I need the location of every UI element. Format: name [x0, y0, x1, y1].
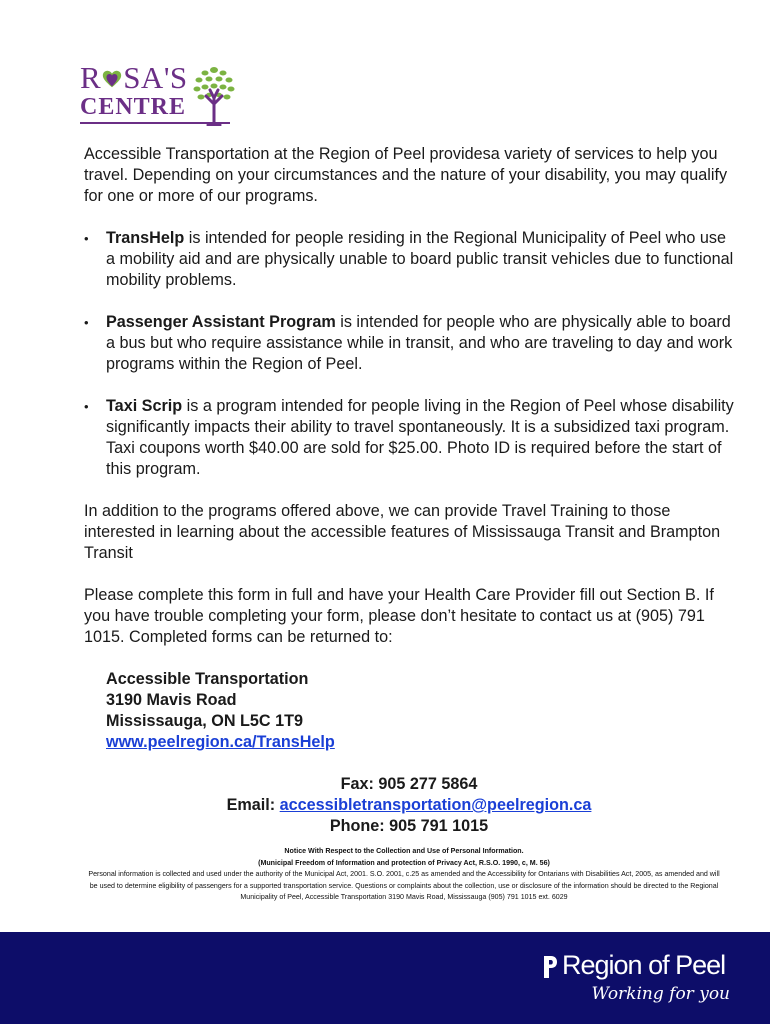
- privacy-notice: [84, 846, 724, 904]
- region-of-peel-tagline: Working for you: [591, 984, 730, 1004]
- phone-number: Phone: 905 791 1015: [329, 817, 489, 835]
- address-line: Accessible Transportation: [106, 670, 309, 688]
- tree-icon: [192, 64, 236, 126]
- list-item: [84, 228, 734, 291]
- footer-band: [0, 932, 770, 1024]
- email-link[interactable]: accessibletransportation@peelregion.ca: [279, 796, 592, 814]
- travel-training-paragraph: In addition to the programs offered above, we can provide Travel Training to those interested in learning about the accessible features of Mississauga Transit and Brampton Transit: [84, 502, 721, 562]
- program-name: Taxi Scrip: [106, 397, 183, 415]
- notice-title: Notice With Respect to the Collection and Use of Personal Information.: [284, 847, 524, 855]
- mailing-address: [84, 669, 734, 753]
- contact-block: [84, 774, 734, 837]
- program-name: Passenger Assistant Program: [106, 313, 336, 331]
- address-line: Mississauga, ON L5C 1T9: [106, 712, 304, 730]
- fax-number: Fax: 905 277 5864: [340, 775, 478, 793]
- programs-list: [84, 228, 734, 480]
- intro-paragraph: Accessible Transportation at the Region of Peel providesa variety of services to help you travel. Depending on your circumstances and the nature of your disability, you may qualify for one or more of our programs.: [84, 145, 728, 205]
- region-of-peel-logo: [542, 948, 732, 1010]
- address-line: 3190 Mavis Road: [106, 691, 237, 709]
- region-of-peel-wordmark: Region of Peel: [562, 950, 726, 980]
- logo-wordmark-bottom: CENTRE: [80, 94, 187, 120]
- list-item: [84, 312, 734, 375]
- website-link[interactable]: www.peelregion.ca/TransHelp: [106, 733, 335, 751]
- notice-subtitle: (Municipal Freedom of Information and protection of Privacy Act, R.S.O. 1990, c, M. 56): [258, 858, 550, 867]
- peel-logo-icon: [542, 954, 558, 978]
- list-item: [84, 396, 734, 480]
- program-name: TransHelp: [106, 229, 185, 247]
- notice-body: Personal information is collected and used under the authority of the Municipal Act, 2001. S.O. 2001, c.25 as amended and the Accessibility for Ontarians with Disabilities Act, 2005, as amended and will be used to determine eligibility of passengers for a supported transportation service. Questions or complaints about the collection, use or disclosure of the information should be directed to the Regional Municipality of Peel, Accessible Transportation 3190 Mavis Road, Mississauga (905) 791 1015 ext. 6029: [88, 870, 720, 901]
- email-label: Email:: [226, 796, 280, 814]
- rosas-centre-logo: [80, 60, 240, 128]
- heart-icon: [101, 68, 123, 90]
- program-description: is intended for people who are physically able to board a bus but who require assistance while in transit, and who are traveling to day and work programs within the Region of Peel.: [106, 313, 733, 373]
- program-description: is a program intended for people living in the Region of Peel whose disability significantly impacts their ability to travel spontaneously. It is a subsidized taxi program. Taxi coupons worth $40.00 are sold for $25.00. Photo ID is required before the start of this program.: [106, 397, 734, 478]
- program-description: is intended for people residing in the Regional Municipality of Peel who use a mobility aid and are physically unable to board public transit vehicles due to functional mobility problems.: [106, 229, 734, 289]
- instructions-paragraph: Please complete this form in full and have your Health Care Provider fill out Section B. If you have trouble completing your form, please don’t hesitate to contact us at (905) 791 1015. Completed forms can be returned to:: [84, 586, 714, 646]
- document-body: [84, 144, 734, 837]
- logo-wordmark-top: R SA'S: [80, 60, 188, 95]
